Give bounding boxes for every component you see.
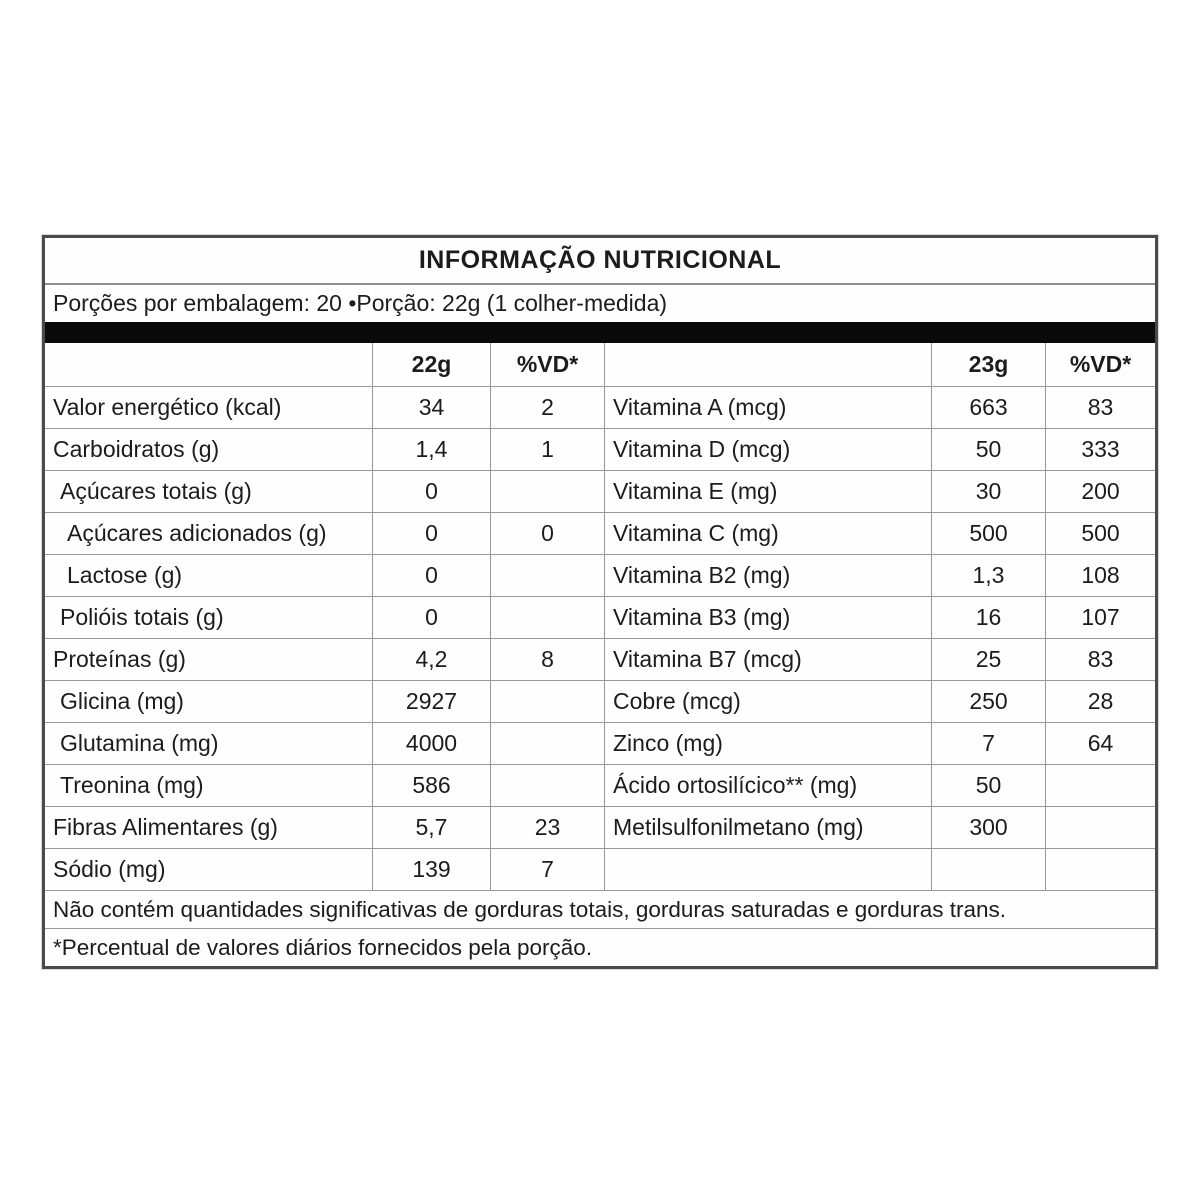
nutrient-label-right <box>605 849 932 891</box>
nutrient-label-left: Valor energético (kcal) <box>45 387 373 429</box>
header-blank-right <box>605 343 932 387</box>
nutrient-label-right: Vitamina B2 (mg) <box>605 555 932 597</box>
nutrient-label-left: Glutamina (mg) <box>45 723 373 765</box>
header-qty-right: 23g <box>932 343 1046 387</box>
nutrient-vd-left <box>491 471 605 513</box>
nutrient-vd-left <box>491 723 605 765</box>
nutrient-label-left: Carboidratos (g) <box>45 429 373 471</box>
nutrient-vd-left: 8 <box>491 639 605 681</box>
nutrient-label-right: Zinco (mg) <box>605 723 932 765</box>
nutrient-qty-right: 30 <box>932 471 1046 513</box>
nutrient-qty-left: 4,2 <box>373 639 491 681</box>
nutrient-vd-left <box>491 555 605 597</box>
nutrient-vd-right: 83 <box>1046 387 1155 429</box>
nutrient-qty-right: 250 <box>932 681 1046 723</box>
note-no-significant-fats: Não contém quantidades significativas de gorduras totais, gorduras saturadas e gorduras trans. <box>45 891 1155 929</box>
nutrition-grid <box>45 343 1155 891</box>
nutrition-table-title: INFORMAÇÃO NUTRICIONAL <box>45 238 1155 285</box>
note-daily-values: *Percentual de valores diários fornecidos pela porção. <box>53 934 593 960</box>
nutrient-label-right: Vitamina D (mcg) <box>605 429 932 471</box>
nutrient-vd-left: 2 <box>491 387 605 429</box>
nutrient-label-left: Sódio (mg) <box>45 849 373 891</box>
header-qty-left: 22g <box>373 343 491 387</box>
nutrient-label-left: Açúcares adicionados (g) <box>45 513 373 555</box>
header-vd-left: %VD* <box>491 343 605 387</box>
nutrient-label-right: Cobre (mcg) <box>605 681 932 723</box>
nutrient-label-left: Fibras Alimentares (g) <box>45 807 373 849</box>
nutrient-qty-left: 0 <box>373 471 491 513</box>
nutrient-label-right: Vitamina C (mg) <box>605 513 932 555</box>
nutrient-qty-left: 1,4 <box>373 429 491 471</box>
nutrient-vd-right: 28 <box>1046 681 1155 723</box>
nutrient-label-left: Açúcares totais (g) <box>45 471 373 513</box>
nutrient-vd-left <box>491 765 605 807</box>
nutrient-vd-right: 333 <box>1046 429 1155 471</box>
nutrient-qty-left: 4000 <box>373 723 491 765</box>
separator-bar <box>45 322 1155 343</box>
serving-info: Porções por embalagem: 20 •Porção: 22g (1 colher-medida) <box>53 290 668 316</box>
nutrient-vd-left: 23 <box>491 807 605 849</box>
nutrient-vd-left: 0 <box>491 513 605 555</box>
nutrient-qty-right: 25 <box>932 639 1046 681</box>
nutrient-vd-right <box>1046 765 1155 807</box>
nutrient-qty-right: 16 <box>932 597 1046 639</box>
nutrient-qty-right <box>932 849 1046 891</box>
nutrient-qty-right: 50 <box>932 429 1046 471</box>
nutrient-vd-right: 108 <box>1046 555 1155 597</box>
nutrient-vd-right: 200 <box>1046 471 1155 513</box>
nutrient-label-left: Proteínas (g) <box>45 639 373 681</box>
nutrient-vd-right: 83 <box>1046 639 1155 681</box>
nutrient-vd-left: 1 <box>491 429 605 471</box>
nutrient-label-right: Metilsulfonilmetano (mg) <box>605 807 932 849</box>
footnotes <box>45 891 1155 966</box>
nutrient-vd-right: 64 <box>1046 723 1155 765</box>
nutrient-label-left: Lactose (g) <box>45 555 373 597</box>
nutrient-label-left: Glicina (mg) <box>45 681 373 723</box>
nutrient-qty-left: 0 <box>373 597 491 639</box>
nutrient-qty-left: 139 <box>373 849 491 891</box>
nutrient-qty-right: 663 <box>932 387 1046 429</box>
nutrient-qty-left: 2927 <box>373 681 491 723</box>
nutrient-label-right: Vitamina B7 (mcg) <box>605 639 932 681</box>
nutrient-qty-left: 5,7 <box>373 807 491 849</box>
nutrient-qty-left: 34 <box>373 387 491 429</box>
nutrient-label-right: Vitamina E (mg) <box>605 471 932 513</box>
nutrient-qty-right: 300 <box>932 807 1046 849</box>
nutrient-label-right: Vitamina B3 (mg) <box>605 597 932 639</box>
nutrient-vd-right: 500 <box>1046 513 1155 555</box>
nutrient-qty-left: 0 <box>373 513 491 555</box>
nutrient-vd-left <box>491 597 605 639</box>
nutrient-label-left: Treonina (mg) <box>45 765 373 807</box>
header-vd-right: %VD* <box>1046 343 1155 387</box>
nutrient-qty-left: 0 <box>373 555 491 597</box>
nutrient-vd-left: 7 <box>491 849 605 891</box>
nutrient-vd-left <box>491 681 605 723</box>
nutrient-qty-right: 7 <box>932 723 1046 765</box>
nutrient-qty-right: 1,3 <box>932 555 1046 597</box>
nutrient-qty-right: 50 <box>932 765 1046 807</box>
nutrient-vd-right <box>1046 807 1155 849</box>
nutrient-label-left: Polióis totais (g) <box>45 597 373 639</box>
nutrient-vd-right <box>1046 849 1155 891</box>
nutrient-qty-left: 586 <box>373 765 491 807</box>
nutrient-qty-right: 500 <box>932 513 1046 555</box>
nutrient-label-right: Vitamina A (mcg) <box>605 387 932 429</box>
header-blank-left <box>45 343 373 387</box>
nutrition-label <box>42 235 1158 969</box>
nutrient-label-right: Ácido ortosilícico** (mg) <box>605 765 932 807</box>
nutrient-vd-right: 107 <box>1046 597 1155 639</box>
